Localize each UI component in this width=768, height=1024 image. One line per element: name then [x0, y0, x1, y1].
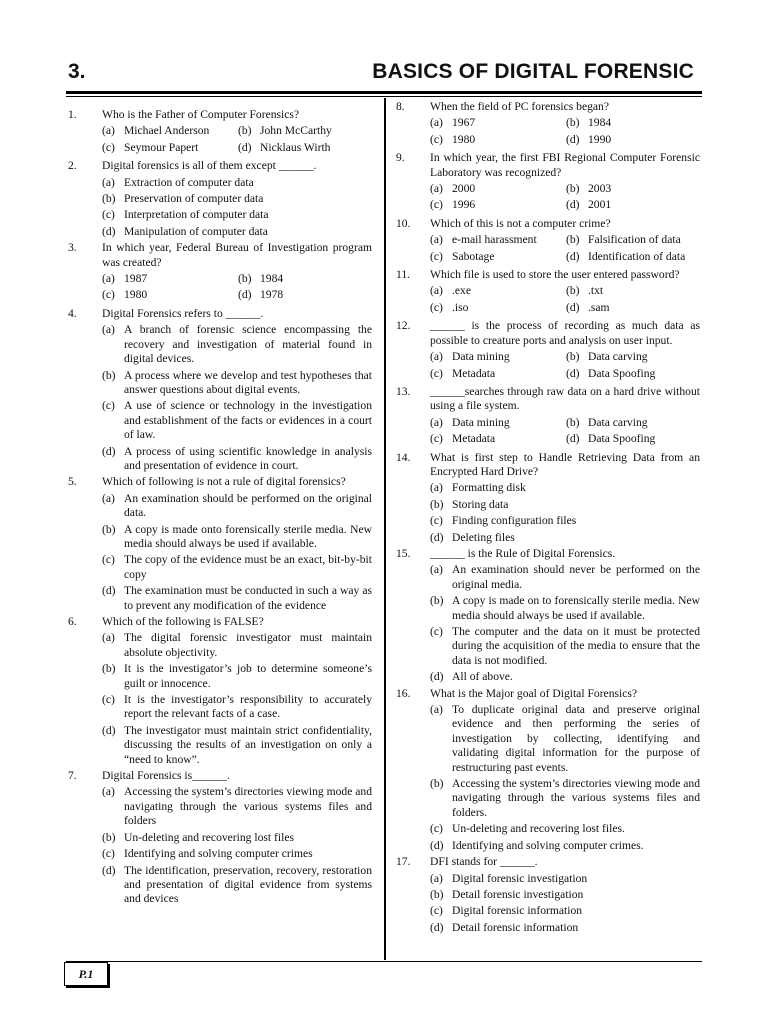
question-text: Which of the following is FALSE?	[102, 615, 264, 628]
answer-option	[430, 822, 700, 836]
option-list	[396, 416, 700, 449]
option-text: Digital forensic information	[452, 904, 583, 918]
option-letter: (b)	[430, 777, 444, 791]
option-letter: (c)	[430, 625, 443, 638]
option-letter: (a)	[430, 415, 443, 429]
answer-option	[430, 888, 700, 902]
option-text: Metadata	[452, 432, 496, 446]
option-list	[396, 284, 700, 317]
option-letter: (c)	[430, 514, 443, 528]
option-list	[68, 323, 372, 473]
option-text: A process where we develop and test hypotheses that answer questions about digital events.	[124, 368, 372, 396]
option-letter: (c)	[102, 693, 115, 707]
option-letter: (b)	[102, 662, 116, 676]
option-letter: (b)	[566, 284, 580, 298]
option-letter: (c)	[430, 300, 443, 314]
option-letter: (b)	[566, 182, 580, 196]
option-letter: (a)	[430, 350, 443, 364]
option-text: Accessing the system’s directories viewing mode and navigating through the various systems files and folders	[124, 785, 372, 828]
question-text: What is the Major goal of Digital Forensics?	[430, 686, 638, 700]
option-letter: (b)	[430, 497, 444, 511]
question-text: Digital Forensics refers to ______.	[102, 306, 264, 320]
answer-option	[102, 124, 238, 138]
question	[396, 687, 700, 701]
option-list	[396, 116, 700, 149]
option-text: 1978	[260, 288, 284, 302]
option-text: .exe	[452, 284, 471, 298]
question-number: 15.	[396, 546, 411, 560]
option-text: An examination should be performed on the original data.	[124, 491, 372, 520]
option-text: .iso	[452, 300, 469, 314]
answer-option	[430, 233, 566, 247]
option-letter: (c)	[430, 132, 443, 146]
option-text: All of above.	[452, 670, 513, 684]
answer-option	[102, 847, 372, 861]
option-letter: (b)	[102, 830, 116, 844]
option-letter: (b)	[102, 522, 116, 536]
question	[396, 385, 700, 414]
answer-option	[566, 133, 700, 147]
answer-option	[430, 625, 700, 668]
option-text: Storing data	[452, 497, 509, 511]
question	[396, 451, 700, 480]
question-text: In which year, Federal Bureau of Investigation program was created?	[102, 241, 372, 269]
answer-option	[430, 250, 566, 264]
question-number: 2.	[68, 159, 77, 173]
option-text: Metadata	[452, 366, 496, 380]
answer-option	[102, 225, 372, 239]
answer-option	[566, 250, 700, 264]
answer-option	[430, 416, 566, 430]
answer-option	[102, 272, 238, 286]
chapter-number: 3.	[68, 60, 86, 83]
option-text: 1987	[124, 272, 148, 286]
option-text: 1990	[588, 132, 612, 146]
answer-option	[102, 864, 372, 907]
option-text: The computer and the data on it must be protected during the acquisition of the media to ensure that the data is not modified.	[452, 625, 700, 667]
question-number: 17.	[396, 855, 411, 869]
option-text: To duplicate original data and preserve original evidence and then performing the series of investigation by collecting, identifying and validating digital information for the purpose of restructuring past events.	[452, 703, 700, 774]
option-list	[68, 492, 372, 613]
answer-option	[238, 272, 372, 286]
answer-option	[430, 703, 700, 775]
option-text: Deleting files	[452, 530, 515, 544]
option-text: .sam	[588, 300, 610, 314]
question	[396, 100, 700, 114]
option-text: Identifying and solving computer crimes	[124, 847, 313, 861]
option-letter: (d)	[102, 444, 116, 458]
option-letter: (d)	[566, 300, 580, 314]
option-text: Data mining	[452, 415, 510, 429]
answer-option	[102, 369, 372, 398]
question	[68, 307, 372, 321]
question-text: Which of following is not a rule of digital forensics?	[102, 475, 346, 489]
option-text: The identification, preservation, recovery, restoration and presentation of digital evidence from systems and devices	[124, 863, 372, 906]
option-text: Data Spoofing	[588, 366, 656, 380]
option-letter: (d)	[430, 920, 444, 934]
option-text: Data Spoofing	[588, 432, 656, 446]
question	[396, 217, 700, 231]
answer-option	[430, 514, 700, 528]
option-letter: (b)	[430, 594, 444, 608]
question-number: 16.	[396, 686, 411, 700]
option-text: Accessing the system’s directories viewing mode and navigating through the various systems files and folders.	[452, 777, 700, 819]
option-text: .txt	[588, 284, 604, 298]
option-letter: (b)	[102, 192, 116, 206]
option-list	[396, 703, 700, 853]
option-text: A process of using scientific knowledge in analysis and presentation of evidence in court.	[124, 444, 372, 472]
option-text: Formatting disk	[452, 481, 526, 495]
answer-option	[430, 481, 700, 495]
option-text: A copy is made on to forensically sterile media. New media should always be used if available.	[452, 594, 700, 622]
question-text: Digital Forensics is______.	[102, 769, 230, 783]
option-text: 2000	[452, 182, 476, 196]
option-letter: (a)	[430, 871, 443, 885]
option-text: Identifying and solving computer crimes.	[452, 838, 644, 852]
option-list	[68, 272, 372, 305]
question	[68, 769, 372, 783]
option-letter: (a)	[102, 124, 115, 138]
option-text: 1980	[124, 288, 148, 302]
option-list	[68, 631, 372, 767]
answer-option	[102, 785, 372, 828]
question-number: 10.	[396, 216, 411, 230]
option-text: 1996	[452, 198, 476, 212]
question-text: In which year, the first FBI Regional Computer Forensic Laboratory was recognized?	[430, 151, 700, 179]
option-text: John McCarthy	[260, 124, 332, 138]
option-text: 1984	[588, 116, 612, 130]
answer-option	[102, 208, 372, 222]
option-letter: (c)	[102, 288, 115, 302]
option-letter: (b)	[238, 272, 252, 286]
option-letter: (a)	[430, 233, 443, 247]
answer-option	[430, 670, 700, 684]
answer-option	[430, 198, 566, 212]
option-text: Finding configuration files	[452, 514, 577, 528]
answer-option	[566, 116, 700, 130]
question-number: 4.	[68, 306, 77, 320]
option-letter: (c)	[102, 399, 115, 413]
option-list	[68, 124, 372, 157]
option-text: Extraction of computer data	[124, 175, 254, 189]
option-letter: (a)	[430, 284, 443, 298]
option-text: A copy is made onto forensically sterile media. New media should always be used if available.	[124, 522, 372, 550]
header-rule	[66, 91, 702, 94]
option-letter: (d)	[102, 584, 116, 598]
option-letter: (a)	[430, 563, 443, 577]
option-list	[396, 563, 700, 684]
option-text: A use of science or technology in the investigation and establishment of the facts or evidences in a court of law.	[124, 399, 372, 442]
option-letter: (a)	[430, 703, 443, 717]
header-rule-thin	[66, 96, 702, 97]
option-text: 1984	[260, 272, 284, 286]
column-divider	[384, 98, 386, 960]
option-letter: (c)	[102, 208, 115, 222]
answer-option	[430, 777, 700, 820]
option-text: Detail forensic investigation	[452, 887, 584, 901]
option-letter: (b)	[430, 887, 444, 901]
option-letter: (b)	[102, 368, 116, 382]
option-text: 1980	[452, 132, 476, 146]
option-letter: (c)	[102, 553, 115, 567]
question	[396, 151, 700, 180]
question-text: DFI stands for ______.	[430, 855, 538, 869]
option-text: Michael Anderson	[124, 124, 210, 138]
answer-option	[102, 553, 372, 582]
option-text: Seymour Papert	[124, 140, 199, 154]
option-letter: (a)	[430, 116, 443, 130]
option-list	[396, 872, 700, 936]
question	[68, 615, 372, 629]
answer-option	[430, 301, 566, 315]
option-text: Data carving	[588, 415, 648, 429]
option-letter: (b)	[238, 124, 252, 138]
option-letter: (a)	[102, 175, 115, 189]
question-text: Digital forensics is all of them except ______.	[102, 159, 317, 173]
question-text: ______ is the Rule of Digital Forensics.	[430, 546, 616, 560]
answer-option	[238, 288, 372, 302]
option-letter: (d)	[566, 366, 580, 380]
answer-option	[566, 198, 700, 212]
option-letter: (a)	[430, 481, 443, 495]
option-letter: (d)	[566, 432, 580, 446]
answer-option	[238, 124, 372, 138]
option-letter: (d)	[102, 723, 116, 737]
answer-option	[102, 288, 238, 302]
answer-option	[430, 839, 700, 853]
option-list	[396, 182, 700, 215]
footer-rule	[66, 961, 702, 962]
option-text: It is the investigator’s responsibility to accurately report the relevant facts of a case.	[124, 693, 372, 721]
option-letter: (d)	[430, 530, 444, 544]
option-text: e-mail harassment	[452, 233, 537, 247]
question-text: Who is the Father of Computer Forensics?	[102, 108, 300, 121]
chapter-title: BASICS OF DIGITAL FORENSIC	[372, 60, 694, 83]
option-letter: (b)	[566, 350, 580, 364]
answer-option	[430, 594, 700, 623]
option-letter: (d)	[238, 140, 252, 154]
answer-option	[566, 233, 700, 247]
option-letter: (b)	[566, 415, 580, 429]
option-text: Data mining	[452, 350, 510, 364]
answer-option	[430, 872, 700, 886]
option-letter: (c)	[430, 904, 443, 918]
option-letter: (d)	[430, 838, 444, 852]
answer-option	[102, 492, 372, 521]
option-text: 2001	[588, 198, 612, 212]
answer-option	[566, 301, 700, 315]
option-letter: (d)	[238, 288, 252, 302]
question-number: 12.	[396, 319, 411, 333]
option-letter: (a)	[430, 182, 443, 196]
answer-option	[102, 724, 372, 767]
answer-option	[430, 367, 566, 381]
option-text: The examination must be conducted in such a way as to prevent any modification of the evidence	[124, 584, 372, 612]
option-letter: (c)	[102, 847, 115, 861]
answer-option	[566, 350, 700, 364]
question	[68, 241, 372, 270]
answer-option	[430, 563, 700, 592]
answer-option	[102, 693, 372, 722]
answer-option	[102, 323, 372, 366]
answer-option	[102, 445, 372, 474]
option-text: Manipulation of computer data	[124, 224, 268, 238]
option-text: It is the investigator’s job to determine someone’s guilt or innocence.	[124, 662, 372, 690]
question-number: 5.	[68, 475, 77, 489]
answer-option	[102, 523, 372, 552]
option-letter: (b)	[566, 116, 580, 130]
question	[396, 319, 700, 348]
option-letter: (a)	[102, 272, 115, 286]
option-letter: (b)	[566, 233, 580, 247]
option-letter: (c)	[102, 140, 115, 154]
answer-option	[102, 399, 372, 442]
answer-option	[102, 831, 372, 845]
option-letter: (a)	[102, 631, 115, 645]
question	[68, 475, 372, 489]
option-text: Digital forensic investigation	[452, 871, 588, 885]
answer-option	[102, 631, 372, 660]
option-list	[396, 350, 700, 383]
answer-option	[102, 192, 372, 206]
answer-option	[430, 498, 700, 512]
option-letter: (c)	[430, 249, 443, 263]
answer-option	[566, 182, 700, 196]
answer-option	[430, 904, 700, 918]
question-text: ______ is the process of recording as much data as possible to creature ports and analysis on user input.	[430, 319, 700, 347]
page-number: P.1	[78, 966, 94, 981]
question-number: 8.	[396, 100, 405, 113]
option-text: Data carving	[588, 350, 648, 364]
option-letter: (d)	[566, 249, 580, 263]
question-number: 7.	[68, 769, 77, 783]
question-number: 13.	[396, 384, 411, 398]
option-text: Sabotage	[452, 249, 495, 263]
option-text: Falsification of data	[588, 233, 681, 247]
option-letter: (d)	[430, 670, 444, 684]
option-text: 2003	[588, 182, 612, 196]
option-letter: (c)	[430, 198, 443, 212]
question-text: When the field of PC forensics began?	[430, 100, 610, 113]
question	[68, 159, 372, 173]
option-letter: (d)	[102, 863, 116, 877]
answer-option	[430, 432, 566, 446]
answer-option	[566, 416, 700, 430]
answer-option	[430, 531, 700, 545]
question-number: 3.	[68, 241, 77, 255]
question-text: What is first step to Handle Retrieving Data from an Encrypted Hard Drive?	[430, 450, 700, 478]
question	[396, 547, 700, 561]
option-text: 1967	[452, 116, 476, 130]
option-list	[68, 176, 372, 240]
option-list	[396, 233, 700, 266]
option-text: The copy of the evidence must be an exact, bit-by-bit copy	[124, 553, 372, 581]
right-column	[396, 100, 700, 937]
answer-option	[430, 116, 566, 130]
option-text: Preservation of computer data	[124, 192, 264, 206]
question-number: 1.	[68, 108, 77, 121]
option-text: The digital forensic investigator must maintain absolute objectivity.	[124, 631, 372, 659]
question-text: Which file is used to store the user entered password?	[430, 268, 680, 282]
option-text: A branch of forensic science encompassing the recovery and investigation of material found in digital devices.	[124, 323, 372, 366]
option-letter: (a)	[102, 491, 115, 505]
option-text: Detail forensic information	[452, 920, 579, 934]
page-number-box	[64, 962, 108, 986]
question-number: 14.	[396, 450, 411, 464]
option-list	[396, 481, 700, 545]
option-text: Identification of data	[588, 249, 686, 263]
option-text: Un-deleting and recovering lost files.	[452, 822, 625, 836]
option-letter: (c)	[430, 822, 443, 836]
question-text: Which of this is not a computer crime?	[430, 216, 611, 230]
answer-option	[430, 284, 566, 298]
option-letter: (a)	[102, 785, 115, 799]
answer-option	[566, 367, 700, 381]
question	[68, 108, 372, 122]
option-text: Interpretation of computer data	[124, 208, 269, 222]
answer-option	[102, 662, 372, 691]
answer-option	[102, 141, 238, 155]
answer-option	[566, 432, 700, 446]
option-text: An examination should never be performed on the original media.	[452, 563, 700, 591]
option-letter: (d)	[566, 132, 580, 146]
answer-option	[430, 921, 700, 935]
option-letter: (c)	[430, 366, 443, 380]
answer-option	[430, 350, 566, 364]
question-number: 11.	[396, 268, 411, 282]
answer-option	[566, 284, 700, 298]
option-text: Nicklaus Wirth	[260, 140, 331, 154]
answer-option	[430, 133, 566, 147]
question-number: 6.	[68, 615, 77, 628]
answer-option	[430, 182, 566, 196]
answer-option	[102, 176, 372, 190]
left-column	[68, 108, 372, 909]
answer-option	[102, 584, 372, 613]
question-text: ______searches through raw data on a hard drive without using a file system.	[430, 384, 700, 413]
question	[396, 268, 700, 282]
option-letter: (c)	[430, 432, 443, 446]
question	[396, 855, 700, 869]
option-letter: (d)	[566, 198, 580, 212]
option-list	[68, 785, 372, 906]
option-letter: (d)	[102, 224, 116, 238]
answer-option	[238, 141, 372, 155]
option-letter: (a)	[102, 323, 115, 337]
question-number: 9.	[396, 151, 405, 165]
option-text: The investigator must maintain strict confidentiality, discussing the results of an investigation on only a “need to know”.	[124, 723, 372, 766]
option-text: Un-deleting and recovering lost files	[124, 830, 294, 844]
